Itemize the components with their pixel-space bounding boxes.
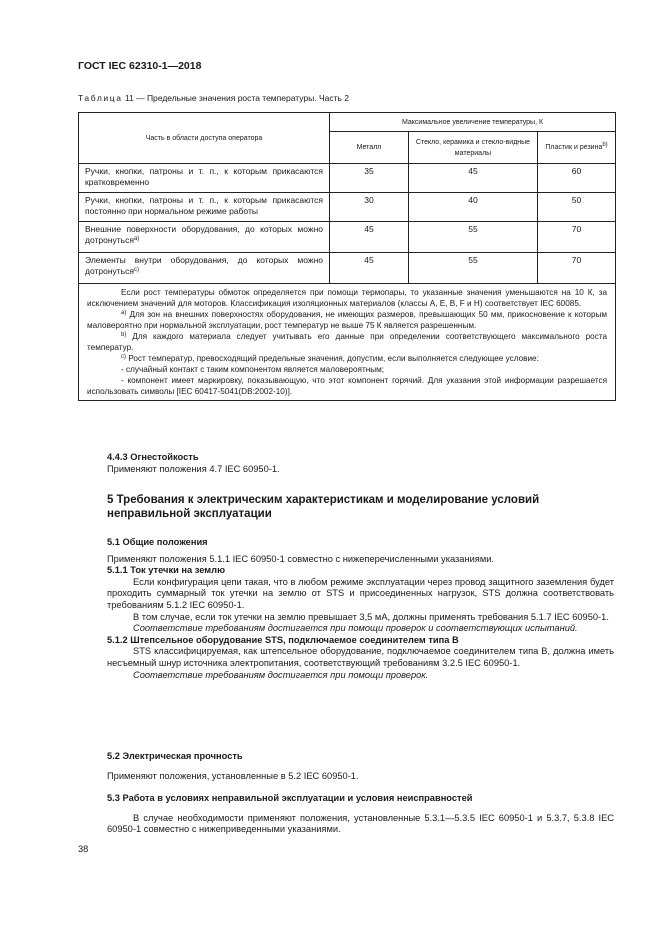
note-general: Если рост температуры обмоток определяется при помощи термопары, то указанные значения уменьшаются на 10 К, за исключением значений для моторов. Классификация изоляционных материалов (классы А, Е, В, F и Н) соответствует IEC 60085. [87, 288, 608, 308]
row-part-text: Внешние поверхности оборудования, до которых можно дотронуться [85, 224, 323, 245]
note-c-item-1: - случайный контакт с таким компонентом является маловероятным; [121, 365, 385, 374]
section-5-1-1-p3: Соответствие требованиям достигается при помощи проверок и соответствующих испытаний. [133, 623, 578, 634]
document-header: ГОСТ IEC 62310-1—2018 [78, 60, 202, 72]
section-5-1-1-p1: Если конфигурация цепи такая, что в любом режиме эксплуатации через провод защитного заземления будет проходить суммарный ток утечки на землю от STS и присоединенных нагрузок, STS должна соответствовать требованиям 5.1.2 IEC 60950-1. [107, 576, 614, 610]
table-caption-label: Таблица [78, 93, 123, 103]
header-glass: Стекло, керамика и стекло-видные материалы [409, 132, 538, 164]
row-part [79, 253, 330, 284]
note-c [87, 353, 607, 364]
row-part [79, 193, 330, 222]
section-5-3-title: 5.3 Работа в условиях неправильной эксплуатации и условия неисправностей [107, 793, 473, 803]
row-metal: 45 [330, 222, 409, 253]
row-part-text: Ручки, кнопки, патроны и т. п., к которым прикасаются кратковременно [85, 166, 323, 187]
row-glass: 55 [409, 253, 538, 284]
row-glass: 40 [409, 193, 538, 222]
section-5-1-1-p2: В том случае, если ток утечки на землю превышает 3,5 мА, должны применять требования 5.1.7 IEC 60950-1. [133, 611, 609, 622]
header-plastic [538, 132, 616, 164]
header-max-increase: Максимальное увеличение температуры, К [330, 113, 616, 132]
section-5-3-text: В случае необходимости применяют положения, установленные 5.3.1—5.3.5 IEC 60950-1 и 5.3.7, 5.3.8 IEC 60950-1 совместно с нижеприведенными указаниями. [107, 812, 614, 835]
header-plastic-label: Пластик и резина [545, 144, 603, 151]
row-plastic: 70 [538, 253, 616, 284]
table-caption [78, 93, 349, 103]
section-5-1 [107, 537, 614, 681]
table-notes-row [79, 284, 616, 401]
section-5-1-2-p1: STS классифицируемая, как штепсельное оборудование, подключаемое соединителем типа В, должна иметь несъемный шнур источника электропитания, соответствующий требованиям 3.2.5 IEC 60950-1. [107, 646, 614, 668]
section-4-4-3-title: 4.4.3 Огнестойкость [107, 452, 199, 462]
row-part-text: Ручки, кнопки, патроны и т. п., к которым прикасаются постоянно при нормальном режиме работы [85, 195, 323, 216]
note-a-text: Для зон на внешних поверхностях оборудования, не имеющих размеров, превышающих 50 мм, прикосновение к которым маловероятно при нормальной эксплуатации, рост температур не выше 75 К является разрешенным. [87, 310, 608, 330]
header-metal: Металл [330, 132, 409, 164]
row-part-text: Элементы внутри оборудования, до которых можно дотронуться [85, 255, 323, 276]
row-part-sup: c) [133, 267, 139, 273]
section-5-1-title: 5.1 Общие положения [107, 537, 208, 547]
table-notes [79, 284, 616, 401]
section-5-1-1-title: 5.1.1 Ток утечки на землю [107, 565, 226, 576]
note-a [87, 309, 607, 331]
note-c-item-2: - компонент имеет маркировку, показывающую, что этот компонент горячий. Для указания этой информации разрешается использовать символы [IEC 60417-5041(DB:2002-10)]. [87, 376, 608, 396]
section-5-3 [107, 793, 614, 836]
table-header-row [79, 113, 616, 132]
section-5-1-2-title: 5.1.2 Штепсельное оборудование STS, подключаемое соединителем типа В [107, 634, 459, 645]
header-part: Часть в области доступа оператора [79, 113, 330, 164]
table-row [79, 193, 616, 222]
row-plastic: 60 [538, 164, 616, 193]
note-c-text: Рост температур, превосходящий предельные значения, допустим, если выполняется следующее условие: [126, 354, 539, 363]
table-caption-text: 11 — Предельные значения роста температуры. Часть 2 [122, 93, 350, 103]
section-5-2-title: 5.2 Электрическая прочность [107, 751, 243, 761]
header-plastic-sup: b) [602, 142, 608, 148]
section-5-2 [107, 751, 614, 782]
temperature-limits-table [78, 112, 616, 401]
note-b-text: Для каждого материала следует учитывать его данные при определении соответствующего максимального роста температур. [87, 332, 608, 352]
row-part [79, 164, 330, 193]
section-4-4-3 [107, 452, 614, 475]
note-c-sup: c) [121, 354, 126, 360]
section-5-title: 5 Требования к электрическим характеристикам и моделирование условий неправильной эксплуатации [107, 494, 540, 520]
row-metal: 35 [330, 164, 409, 193]
row-glass: 45 [409, 164, 538, 193]
section-5-2-text: Применяют положения, установленные в 5.2 IEC 60950-1. [107, 770, 359, 781]
row-plastic: 70 [538, 222, 616, 253]
row-metal: 45 [330, 253, 409, 284]
row-glass: 55 [409, 222, 538, 253]
section-5-1-2-p2: Соответствие требованиям достигается при помощи проверок. [133, 669, 429, 680]
row-metal: 30 [330, 193, 409, 222]
note-a-sup: a) [121, 310, 127, 316]
table-row [79, 253, 616, 284]
row-part [79, 222, 330, 253]
table-row [79, 222, 616, 253]
note-b [87, 331, 607, 353]
row-plastic: 50 [538, 193, 616, 222]
section-5-1-text: Применяют положения 5.1.1 IEC 60950-1 совместно с нижеперечисленными указаниями. [107, 553, 495, 564]
note-b-sup: b) [121, 332, 127, 338]
page-number: 38 [78, 844, 89, 854]
section-4-4-3-text: Применяют положения 4.7 IEC 60950-1. [107, 463, 280, 474]
row-part-sup: a) [133, 236, 140, 242]
table-row [79, 164, 616, 193]
